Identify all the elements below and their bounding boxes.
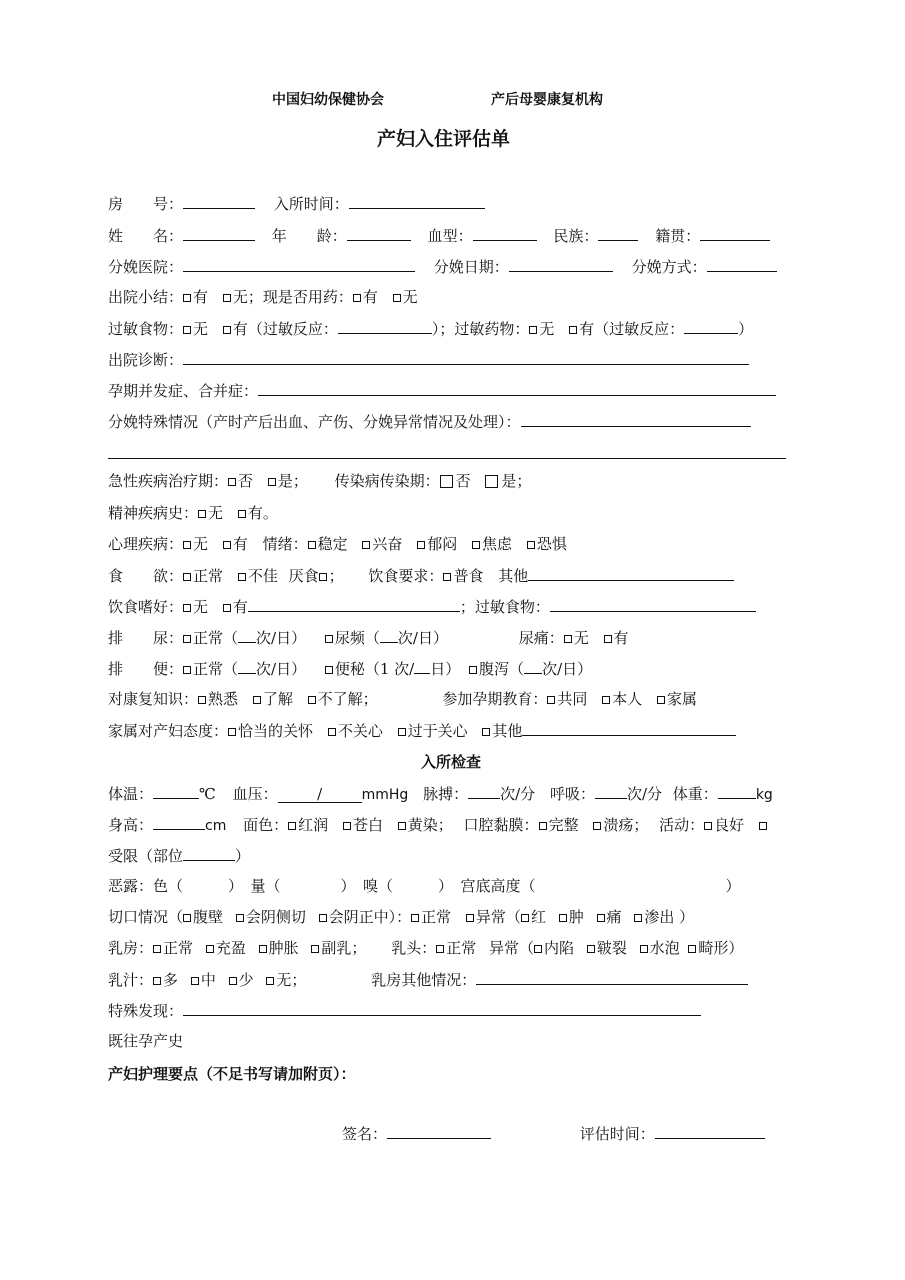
option-label: 无；现是否用药：: [232, 288, 353, 306]
eval-time-field[interactable]: [655, 1123, 765, 1139]
complication-label: 孕期并发症、合并症：: [108, 382, 259, 400]
option-label: 腹壁: [193, 908, 224, 926]
option-label: 正常（: [193, 629, 239, 647]
option-label: 痛: [606, 908, 622, 926]
row-stool: [108, 658, 592, 679]
activity-label: 活动：: [659, 816, 705, 834]
checkbox[interactable]: [223, 604, 231, 612]
checkbox[interactable]: [183, 294, 191, 302]
row-milk: [108, 969, 748, 990]
height-field[interactable]: [153, 814, 205, 830]
option-label: 不了解；: [317, 690, 378, 708]
option-label: 其他: [492, 722, 523, 740]
complexion-label: 面色：: [243, 816, 289, 834]
option-label: 否: [455, 472, 471, 490]
mental-label: 精神疾病史：: [108, 504, 199, 522]
row-history: [108, 1031, 183, 1051]
option-label: 不关心: [337, 722, 383, 740]
checkbox[interactable]: [253, 696, 261, 704]
limited-label: 受限（部位: [108, 847, 184, 865]
row-lochia: [108, 876, 741, 896]
row-complication: [108, 380, 776, 401]
nursing-points-label: 产妇护理要点（不足书写请加附页）：: [108, 1065, 356, 1083]
urine-label: 排 尿：: [108, 629, 184, 647]
checkbox[interactable]: [238, 510, 246, 518]
option-label: ）: [738, 320, 754, 338]
checkbox[interactable]: [759, 822, 767, 830]
option-label: 苍白: [352, 816, 383, 834]
option-label: 腹泻（: [479, 660, 525, 678]
diet-pref-label: 饮食嗜好：: [108, 598, 184, 616]
hospital-field[interactable]: [183, 256, 415, 272]
checkbox[interactable]: [529, 326, 537, 334]
bp-label: 血压：: [232, 785, 278, 803]
origin-field[interactable]: [700, 225, 770, 241]
row-family-attitude: [108, 720, 736, 741]
checkbox[interactable]: [417, 541, 425, 549]
checkbox[interactable]: [328, 728, 336, 736]
checkbox[interactable]: [223, 294, 231, 302]
stool-times-field[interactable]: [238, 658, 256, 674]
option-label: 内陷: [544, 939, 575, 957]
option-label: 厌食: [288, 567, 319, 585]
checkbox[interactable]: [266, 977, 274, 985]
checkbox[interactable]: [534, 945, 542, 953]
option-label: 肿胀: [268, 939, 299, 957]
option-label: 尿频（: [334, 629, 380, 647]
option-label: 无: [208, 504, 224, 522]
checkbox[interactable]: [521, 914, 529, 922]
breast-label: 乳房：: [108, 939, 154, 957]
checkbox[interactable]: [183, 573, 191, 581]
option-label: 有: [232, 598, 248, 616]
checkbox[interactable]: [436, 945, 444, 953]
option-label: 有（过敏反应：: [579, 320, 685, 338]
option-label: ）: [725, 877, 741, 895]
option-label: 无: [539, 320, 555, 338]
option-label: 红润: [298, 816, 329, 834]
option-label: 异常（: [489, 939, 535, 957]
checkbox[interactable]: [527, 541, 535, 549]
allergy-food2-field[interactable]: [550, 596, 756, 612]
diarrhea-field[interactable]: [524, 658, 542, 674]
option-label: 有: [362, 288, 378, 306]
checkbox[interactable]: [688, 945, 696, 953]
admit-time-field[interactable]: [349, 193, 485, 209]
option-label: 无: [402, 288, 418, 306]
checkbox[interactable]: [183, 666, 191, 674]
room-field[interactable]: [183, 193, 255, 209]
option-label: 正常: [446, 939, 477, 957]
option-label: 副乳；: [321, 939, 367, 957]
constip-field[interactable]: [414, 658, 430, 674]
special-field[interactable]: [183, 1000, 701, 1016]
deliv-date-label: 分娩日期：: [433, 258, 509, 276]
checkbox[interactable]: [198, 510, 206, 518]
checkbox[interactable]: [472, 541, 480, 549]
option-label: 完整: [548, 816, 579, 834]
checkbox[interactable]: [228, 478, 236, 486]
checkbox[interactable]: [206, 945, 214, 953]
option-label: 否: [238, 472, 254, 490]
row-height: [108, 814, 769, 836]
option-label: 不佳: [247, 567, 278, 585]
eval-time-label: 评估时间：: [579, 1125, 655, 1143]
checkbox[interactable]: [308, 541, 316, 549]
food-reaction-field[interactable]: [338, 318, 432, 334]
option-label: 正常: [421, 908, 452, 926]
option-label: ）: [235, 847, 251, 865]
org-name: 中国妇幼保健协会: [272, 92, 384, 108]
weight-label: 体重：: [672, 785, 718, 803]
row-urine: [108, 627, 629, 648]
option-label: 正常（: [193, 660, 239, 678]
option-label: 是；: [501, 472, 532, 490]
row-name: [108, 225, 770, 246]
option-label: 其他: [498, 567, 529, 585]
checkbox[interactable]: [223, 326, 231, 334]
row-special: [108, 1000, 701, 1021]
option-label: 了解: [262, 690, 293, 708]
checkbox[interactable]: [223, 541, 231, 549]
checkbox[interactable]: [443, 573, 451, 581]
checkbox[interactable]: [547, 696, 555, 704]
knowledge-label: 对康复知识：: [108, 690, 199, 708]
checkbox[interactable]: [593, 822, 601, 830]
checkbox[interactable]: [183, 914, 191, 922]
option-label: 渗出 ）: [644, 908, 695, 926]
age-label: 年 龄：: [271, 227, 347, 245]
option-label: 次/日）: [397, 629, 448, 647]
option-label: 中: [200, 971, 216, 989]
option-label: 无: [193, 535, 209, 553]
option-label: 少: [238, 971, 254, 989]
option-label: 会阴正中）：: [328, 908, 412, 926]
option-label: ；过敏食物：: [459, 598, 550, 616]
row-allergy: [108, 318, 753, 339]
option-label: 郁闷: [427, 535, 458, 553]
option-label: 是；: [277, 472, 308, 490]
history-label: 既往孕产史: [108, 1032, 184, 1050]
checkbox[interactable]: [604, 635, 612, 643]
temp-label: 体温：: [108, 785, 154, 803]
resp-field[interactable]: [595, 783, 627, 799]
pulse-label: 脉搏：: [423, 785, 469, 803]
option-label: 水泡: [649, 939, 680, 957]
ethnic-field[interactable]: [598, 225, 638, 241]
checkbox[interactable]: [153, 945, 161, 953]
checkbox[interactable]: [587, 945, 595, 953]
limited-field[interactable]: [183, 845, 235, 861]
diet-pref-field[interactable]: [248, 596, 460, 612]
checkbox[interactable]: [482, 728, 490, 736]
row-appetite: 食 欲： 正常 不佳 厌食 ； 饮食要求： 普食 其他: [108, 565, 734, 586]
checkbox[interactable]: [602, 696, 610, 704]
option-label: 会阴侧切: [245, 908, 306, 926]
milk-label: 乳汁：: [108, 971, 154, 989]
diagnosis-field[interactable]: [183, 349, 749, 365]
checkbox[interactable]: [153, 977, 161, 985]
weight-field[interactable]: [718, 783, 756, 799]
option-label: 良好: [714, 816, 745, 834]
option-label: 次/日）: [256, 660, 307, 678]
unit-label: kg: [755, 787, 773, 803]
urine-pain-label: 尿痛：: [518, 629, 564, 647]
checkbox[interactable]: [319, 573, 327, 581]
diet-req-label: 饮食要求：: [368, 567, 444, 585]
name-field[interactable]: [183, 225, 255, 241]
option-label: 有（过敏反应：: [232, 320, 338, 338]
row-psych: [108, 534, 567, 554]
row-vitals: [108, 783, 773, 805]
infect-label: 传染病传染期：: [334, 472, 440, 490]
checkbox[interactable]: [398, 822, 406, 830]
acute-label: 急性疾病治疗期：: [108, 472, 229, 490]
unit-label: ℃: [199, 785, 216, 803]
option-label: 共同: [557, 690, 588, 708]
checkbox[interactable]: [238, 573, 246, 581]
diet-other-field[interactable]: [528, 565, 734, 581]
origin-label: 籍贯：: [655, 227, 701, 245]
row-incision: [108, 907, 694, 927]
option-label: 充盈: [215, 939, 246, 957]
checkbox[interactable]: [229, 977, 237, 985]
option-label: 无；: [276, 971, 307, 989]
room-label: 房 号：: [108, 195, 184, 213]
option-label: ）；过敏药物：: [431, 320, 530, 338]
checkbox[interactable]: [228, 728, 236, 736]
checkbox[interactable]: [259, 945, 267, 953]
row-discharge-summary: [108, 287, 418, 307]
checkbox[interactable]: [469, 666, 477, 674]
option-label: 次/日）: [256, 629, 307, 647]
checkbox[interactable]: [564, 635, 572, 643]
checkbox[interactable]: [183, 604, 191, 612]
option-label: 熟悉: [208, 690, 239, 708]
option-label: 黄染；: [407, 816, 453, 834]
admit-time-label: 入所时间：: [273, 195, 349, 213]
option-label: 无: [193, 598, 209, 616]
checkbox[interactable]: [634, 914, 642, 922]
breast-other-label: 乳房其他情况：: [371, 971, 477, 989]
checkbox[interactable]: [343, 822, 351, 830]
incision-label: 切口情况（: [108, 908, 184, 926]
blood-field[interactable]: [473, 225, 537, 241]
checkbox[interactable]: [325, 666, 333, 674]
checkbox[interactable]: [191, 977, 199, 985]
option-label: 本人: [612, 690, 643, 708]
row-breast: [108, 938, 743, 958]
unit-label: mmHg: [361, 787, 409, 803]
option-label: 多: [163, 971, 179, 989]
temp-field[interactable]: [153, 783, 199, 799]
option-label: 有。: [247, 504, 278, 522]
option-label: 便秘（1 次/: [334, 660, 415, 678]
checkbox[interactable]: [466, 914, 474, 922]
row-acute: [108, 471, 531, 491]
appetite-label: 食 欲：: [108, 567, 184, 585]
checkbox[interactable]: [362, 541, 370, 549]
delivery-special-line2[interactable]: [108, 458, 786, 459]
complication-field[interactable]: [258, 380, 776, 396]
option-label: 红: [530, 908, 546, 926]
exam-section-title: 入所检查: [421, 753, 482, 771]
option-label: 无: [193, 320, 209, 338]
row-diet-pref: [108, 596, 756, 617]
row-knowledge: [108, 689, 697, 709]
option-label: 异常（: [475, 908, 521, 926]
option-label: 过于关心: [407, 722, 468, 740]
option-label: 正常: [193, 567, 224, 585]
checkbox[interactable]: [268, 478, 276, 486]
checkbox[interactable]: [559, 914, 567, 922]
age-field[interactable]: [347, 225, 411, 241]
deliv-date-field[interactable]: [509, 256, 613, 272]
pulse-field[interactable]: [468, 783, 500, 799]
checkbox[interactable]: [440, 475, 453, 488]
checkbox[interactable]: [198, 696, 206, 704]
delivery-special-label: 分娩特殊情况（产时产后出血、产伤、分娩异常情况及处理）：: [108, 413, 521, 431]
option-label: 日）: [430, 660, 461, 678]
form-title: 产妇入住评估单: [377, 128, 511, 150]
family-other-field[interactable]: [522, 720, 736, 736]
dept-name: 产后母婴康复机构: [491, 92, 603, 108]
option-label: 有: [193, 288, 209, 306]
checkbox[interactable]: [319, 914, 327, 922]
delivery-special-field[interactable]: [521, 411, 751, 427]
resp-label: 呼吸：: [549, 785, 595, 803]
checkbox[interactable]: [308, 696, 316, 704]
checkbox[interactable]: [485, 475, 498, 488]
deliv-mode-label: 分娩方式：: [631, 258, 707, 276]
checkbox[interactable]: [325, 635, 333, 643]
mood-label: 情绪：: [262, 535, 308, 553]
option-label: 普食: [453, 567, 484, 585]
unit-label: 次/分: [500, 785, 536, 803]
unit-label: 次/分: [626, 785, 663, 803]
stool-label: 排 便：: [108, 660, 184, 678]
row-room: [108, 193, 485, 214]
special-label: 特殊发现：: [108, 1002, 184, 1020]
mucosa-label: 口腔黏膜：: [463, 816, 539, 834]
checkbox[interactable]: [236, 914, 244, 922]
checkbox[interactable]: [539, 822, 547, 830]
option-label: 肿: [568, 908, 584, 926]
family-att-label: 家属对产妇态度：: [108, 722, 229, 740]
option-label: 家属: [667, 690, 698, 708]
option-label: 正常: [163, 939, 194, 957]
option-label: 恰当的关怀: [238, 722, 314, 740]
checkbox[interactable]: [569, 326, 577, 334]
psych-label: 心理疾病：: [108, 535, 184, 553]
option-label: 畸形）: [698, 939, 744, 957]
option-label: 兴奋: [372, 535, 403, 553]
unit-label: cm: [205, 818, 227, 834]
urine-times-field[interactable]: [238, 627, 256, 643]
nipple-label: 乳头：: [391, 939, 437, 957]
sign-label: 签名：: [342, 1125, 388, 1143]
deliv-mode-field[interactable]: [707, 256, 777, 272]
option-label: 稳定: [317, 535, 348, 553]
checkbox[interactable]: [288, 822, 296, 830]
height-label: 身高：: [108, 816, 154, 834]
option-label: 溃疡；: [603, 816, 649, 834]
checkbox[interactable]: [393, 294, 401, 302]
discharge-summary-label: 出院小结：: [108, 288, 184, 306]
option-label: 无: [573, 629, 589, 647]
drug-reaction-field[interactable]: [684, 318, 738, 334]
checkbox[interactable]: [183, 635, 191, 643]
option-label: 有: [613, 629, 629, 647]
row-delivery-special: [108, 411, 751, 432]
allergy-food-label: 过敏食物：: [108, 320, 184, 338]
row-diagnosis: [108, 349, 749, 370]
checkbox[interactable]: [657, 696, 665, 704]
checkbox[interactable]: [597, 914, 605, 922]
urine-freq-field[interactable]: [380, 627, 398, 643]
option-label: 皲裂: [596, 939, 627, 957]
checkbox[interactable]: [353, 294, 361, 302]
row-mental: [108, 503, 278, 523]
checkbox[interactable]: [398, 728, 406, 736]
row-limited: [108, 845, 250, 866]
edu-label: 参加孕期教育：: [442, 690, 548, 708]
checkbox[interactable]: [311, 945, 319, 953]
option-label: 次/日）: [542, 660, 593, 678]
sign-field[interactable]: [387, 1123, 491, 1139]
bp-field[interactable]: /: [278, 787, 362, 803]
name-label: 姓 名：: [108, 227, 184, 245]
hospital-label: 分娩医院：: [108, 258, 184, 276]
option-label: 有: [232, 535, 248, 553]
breast-other-field[interactable]: [476, 969, 748, 985]
ethnic-label: 民族：: [553, 227, 599, 245]
diagnosis-label: 出院诊断：: [108, 351, 184, 369]
lochia-label: 恶露：色（ ） 量（ ） 嗅（ ） 宫底高度（: [108, 877, 536, 895]
blood-label: 血型：: [427, 227, 473, 245]
checkbox[interactable]: [183, 541, 191, 549]
option-label: 焦虑: [482, 535, 513, 553]
checkbox[interactable]: [411, 914, 419, 922]
checkbox[interactable]: [640, 945, 648, 953]
row-hospital: [108, 256, 777, 277]
row-signature: [342, 1123, 765, 1144]
option-label: 恐惧: [536, 535, 567, 553]
checkbox[interactable]: [704, 822, 712, 830]
checkbox[interactable]: [183, 326, 191, 334]
